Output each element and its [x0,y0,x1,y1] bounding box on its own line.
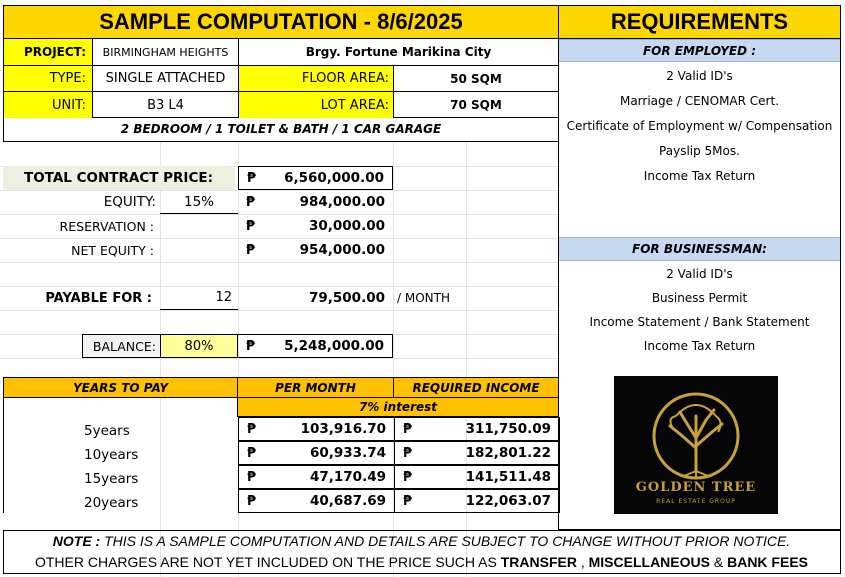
reservation-value: 30,000.00 [308,218,385,234]
interest-note: 7% interest [237,397,559,417]
net-equity-label: NET EQUITY : [71,242,154,258]
note-text: THIS IS A SAMPLE COMPUTATION AND DETAILS ARE SUBJECT TO CHANGE WITHOUT PRIOR NOTICE. [100,533,791,549]
per-month-cell [238,465,395,489]
income-value: 122,063.07 [465,493,551,509]
peso-sign: ₱ [247,469,257,485]
peso-sign: ₱ [403,469,413,485]
company-logo [614,376,778,514]
tcp-value: 6,560,000.00 [284,170,384,186]
charge-separator: & [709,554,728,570]
logo-tagline: REAL ESTATE GROUP [656,498,736,505]
charges-line [4,554,839,573]
floor-area-label: FLOOR AREA: [239,66,394,92]
years-cell: 15years [84,471,139,487]
project-label: PROJECT: [4,39,93,66]
per-month-cell [238,489,395,513]
list-item: Payslip 5Mos. [659,144,740,158]
peso-sign: ₱ [246,242,256,258]
charge-separator: , [576,554,589,570]
charge-misc: MISCELLANEOUS [588,554,710,570]
floor-area-value: 50 SQM [394,66,558,92]
years-cell: 10years [84,447,139,463]
years-cell: 20years [84,495,139,511]
peso-sign: ₱ [403,421,413,437]
income-cell [394,441,560,465]
logo-name: GOLDEN TREE [635,480,757,495]
business-list [559,262,840,358]
table-left-gap [3,397,238,417]
note-line [4,533,839,552]
list-item: 2 Valid ID's [666,267,733,281]
peso-sign: ₱ [246,338,256,354]
charges-text: OTHER CHARGES ARE NOT YET INCLUDED ON THE PRICE SUCH AS [34,554,501,570]
list-item: Income Tax Return [643,339,756,353]
payable-months: 12 [160,286,238,310]
years-cell: 5years [84,423,130,439]
reservation-amount [238,214,393,238]
per-month-cell [238,441,395,465]
unit-description: 2 BEDROOM / 1 TOILET & BATH / 1 CAR GARAGE [3,117,559,142]
income-cell [394,489,560,513]
tcp-label: TOTAL CONTRACT PRICE: [3,166,235,190]
per-month-value: 40,687.69 [309,493,386,509]
income-value: 311,750.09 [465,421,551,437]
income-cell [394,417,560,441]
income-value: 141,511.48 [465,469,551,485]
peso-sign: ₱ [246,218,256,234]
peso-sign: ₱ [403,445,413,461]
list-item: Income Statement / Bank Statement [589,315,810,329]
reservation-label: RESERVATION : [59,218,154,234]
per-month-value: 47,170.49 [309,469,386,485]
requirements-title: REQUIREMENTS [558,5,841,39]
equity-value: 984,000.00 [299,194,385,210]
balance-value: 5,248,000.00 [284,338,384,354]
peso-sign: ₱ [246,194,256,210]
equity-amount [238,190,393,214]
notes-box [3,530,841,574]
lot-area-label: LOT AREA: [239,92,394,118]
unit-label: UNIT: [4,92,93,118]
employed-header: FOR EMPLOYED : [559,39,840,62]
per-month-cell [238,417,395,441]
business-header: FOR BUSINESSMAN: [559,237,840,261]
table-row [4,417,560,441]
peso-sign: ₱ [247,170,257,186]
list-item: Certificate of Employment w/ Compensation [566,119,833,133]
list-item: 2 Valid ID's [666,69,733,83]
equity-percent: 15% [160,190,238,214]
income-cell [394,465,560,489]
type-label: TYPE: [4,66,93,92]
table-row [4,489,560,513]
balance-label: BALANCE: [82,334,160,358]
income-header: REQUIRED INCOME [393,377,559,398]
list-item: Marriage / CENOMAR Cert. [619,94,780,108]
income-value: 182,801.22 [465,445,551,461]
requirements-panel [558,38,841,530]
tcp-box [238,166,393,190]
balance-percent: 80% [160,334,238,358]
net-equity-amount [238,238,393,262]
table-row [4,441,560,465]
per-month-header: PER MONTH [237,377,394,398]
payable-label: PAYABLE FOR : [45,290,152,306]
balance-box [238,334,393,358]
note-label: NOTE : [52,533,101,549]
project-location: Brgy. Fortune Marikina City [239,39,558,66]
lot-area-value: 70 SQM [450,98,502,112]
peso-sign: ₱ [247,493,257,509]
page-title: SAMPLE COMPUTATION - 8/6/2025 [3,5,559,39]
project-info [3,38,559,118]
per-month-value: 103,916.70 [300,421,386,437]
monthly-value: 79,500.00 [308,290,385,306]
years-header: YEARS TO PAY [3,377,238,398]
per-month-value: 60,933.74 [309,445,386,461]
table-row [4,465,560,489]
list-item: Business Permit [651,291,748,305]
type-value: SINGLE ATTACHED [93,66,239,92]
payment-table [3,417,560,513]
net-equity-value: 954,000.00 [299,242,385,258]
project-name: BIRMINGHAM HEIGHTS [93,39,239,66]
unit-value: B3 L4 [93,92,239,118]
per-month-label: / MONTH [397,291,450,305]
list-item: Income Tax Return [643,169,756,183]
equity-label: EQUITY: [103,194,156,210]
peso-sign: ₱ [403,493,413,509]
employed-list [559,64,840,189]
charge-bank: BANK FEES [727,554,808,570]
peso-sign: ₱ [247,445,257,461]
peso-sign: ₱ [247,421,257,437]
charge-transfer: TRANSFER [500,554,577,570]
